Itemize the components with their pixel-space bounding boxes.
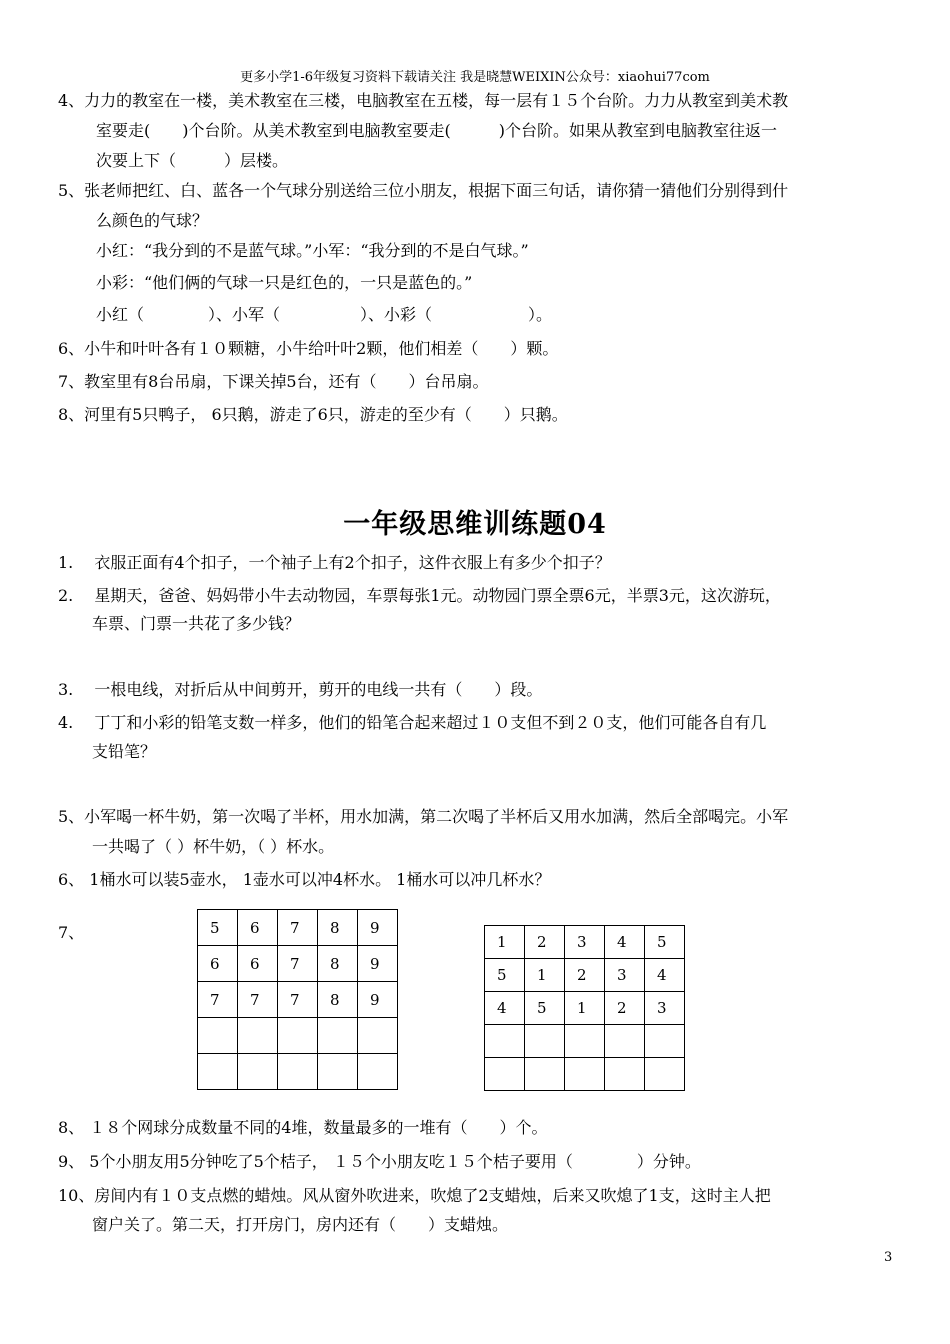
question-4-line-1: 4、力力的教室在一楼，美术教室在三楼，电脑教室在五楼，每一层有１５个台阶。力力从教室到美术教 xyxy=(58,91,789,110)
grid-cell: 1 xyxy=(485,926,525,959)
grid-row xyxy=(485,1058,685,1091)
exercise-4-line-1: 4. 丁丁和小彩的铅笔支数一样多，他们的铅笔合起来超过１０支但不到２０支，他们可能各自有几 xyxy=(58,713,767,732)
grid-cell: 8 xyxy=(318,946,358,982)
grid-cell: 7 xyxy=(278,946,318,982)
question-8: 8、河里有5只鸭子， 6只鹅，游走了6只，游走的至少有（ ）只鹅。 xyxy=(58,405,568,424)
exercise-10-line-1: 10、房间内有１０支点燃的蜡烛。风从窗外吹进来，吹熄了2支蜡烛，后来又吹熄了1支，这时主人把 xyxy=(58,1186,771,1205)
grid-row xyxy=(485,926,685,959)
question-5-answer: 小红（ ）、小军（ ）、小彩（ ）。 xyxy=(96,305,553,324)
grid-cell: 9 xyxy=(358,910,398,946)
exercise-6: 6、 1桶水可以装5壶水， 1壶水可以冲4杯水。 1桶水可以冲几杯水？ xyxy=(58,870,551,889)
grid-row xyxy=(198,982,398,1018)
question-5-clue-1: 小红：“我分到的不是蓝气球。”小军：“我分到的不是白气球。” xyxy=(96,241,529,260)
grid-cell xyxy=(198,1054,238,1090)
grid-cell: 6 xyxy=(198,946,238,982)
grid-cell: 5 xyxy=(485,959,525,992)
grid-cell: 9 xyxy=(358,982,398,1018)
grid-cell xyxy=(605,1025,645,1058)
grid-row xyxy=(485,1025,685,1058)
question-4-line-2: 室要走( )个台阶。从美术教室到电脑教室要走( )个台阶。如果从教室到电脑教室往返一 xyxy=(96,121,777,140)
number-grid-right xyxy=(484,925,685,1091)
grid-row xyxy=(485,959,685,992)
grid-cell: 5 xyxy=(645,926,685,959)
grid-cell xyxy=(358,1054,398,1090)
grid-cell xyxy=(238,1054,278,1090)
grid-cell xyxy=(645,1025,685,1058)
grid-row xyxy=(198,946,398,982)
grid-cell xyxy=(565,1025,605,1058)
grid-cell: 7 xyxy=(278,982,318,1018)
grid-cell xyxy=(485,1058,525,1091)
exercise-5-line-1: 5、小军喝一杯牛奶，第一次喝了半杯，用水加满，第二次喝了半杯后又用水加满，然后全部喝完。小军 xyxy=(58,807,789,826)
grid-cell: 7 xyxy=(198,982,238,1018)
grid-row xyxy=(198,1018,398,1054)
grid-cell xyxy=(198,1018,238,1054)
grid-cell: 4 xyxy=(605,926,645,959)
grid-cell xyxy=(485,1025,525,1058)
grid-cell xyxy=(278,1018,318,1054)
question-4-line-3: 次要上下（ ）层楼。 xyxy=(96,151,289,170)
question-7: 7、教室里有8台吊扇，下课关掉5台，还有（ ）台吊扇。 xyxy=(58,372,489,391)
page-header: 更多小学1-6年级复习资料下载请关注 我是晓慧WEIXIN公众号：xiaohui77com xyxy=(240,70,710,85)
grid-cell: 3 xyxy=(645,992,685,1025)
grid-cell: 9 xyxy=(358,946,398,982)
question-5-clue-2: 小彩：“他们俩的气球一只是红色的，一只是蓝色的。” xyxy=(96,273,473,292)
grid-cell xyxy=(645,1058,685,1091)
exercise-2-line-2: 车票、门票一共花了多少钱？ xyxy=(92,614,301,633)
grid-cell: 2 xyxy=(525,926,565,959)
exercise-7-label: 7、 xyxy=(58,923,85,942)
grid-cell: 1 xyxy=(525,959,565,992)
grid-cell: 4 xyxy=(485,992,525,1025)
grid-cell: 2 xyxy=(565,959,605,992)
grid-cell: 6 xyxy=(238,910,278,946)
grid-row xyxy=(198,1054,398,1090)
exercise-8: 8、 １８个网球分成数量不同的4堆，数量最多的一堆有（ ）个。 xyxy=(58,1118,548,1137)
grid-cell: 4 xyxy=(645,959,685,992)
worksheet-title: 一年级思维训练题04 xyxy=(343,509,607,540)
exercise-3: 3. 一根电线，对折后从中间剪开，剪开的电线一共有（ ）段。 xyxy=(58,680,543,699)
grid-cell xyxy=(278,1054,318,1090)
grid-cell: 8 xyxy=(318,982,358,1018)
grid-cell xyxy=(525,1058,565,1091)
question-6: 6、小牛和叶叶各有１０颗糖，小牛给叶叶2颗，他们相差（ ）颗。 xyxy=(58,339,559,358)
grid-cell xyxy=(238,1018,278,1054)
grid-row xyxy=(485,992,685,1025)
grid-cell: 1 xyxy=(565,992,605,1025)
exercise-9: 9、 5个小朋友用5分钟吃了5个桔子， １５个小朋友吃１５个桔子要用（ ）分钟。 xyxy=(58,1152,701,1171)
grid-cell: 6 xyxy=(238,946,278,982)
grid-cell: 3 xyxy=(565,926,605,959)
grid-cell: 5 xyxy=(525,992,565,1025)
grid-cell xyxy=(358,1018,398,1054)
grid-cell: 2 xyxy=(605,992,645,1025)
exercise-10-line-2: 窗户关了。第二天，打开房门，房内还有（ ）支蜡烛。 xyxy=(92,1215,509,1234)
grid-cell: 8 xyxy=(318,910,358,946)
number-grid-left xyxy=(197,909,398,1090)
question-5-line-1: 5、张老师把红、白、蓝各一个气球分别送给三位小朋友，根据下面三句话，请你猜一猜他们分别得到什 xyxy=(58,181,789,200)
exercise-4-line-2: 支铅笔？ xyxy=(92,742,157,761)
page-number: 3 xyxy=(884,1250,893,1265)
grid-cell: 5 xyxy=(198,910,238,946)
grid-cell xyxy=(318,1018,358,1054)
exercise-2-line-1: 2. 星期天，爸爸、妈妈带小牛去动物园，车票每张1元。动物园门票全票6元，半票3元，这次游玩， xyxy=(58,586,781,605)
grid-cell xyxy=(605,1058,645,1091)
grid-cell: 7 xyxy=(278,910,318,946)
grid-cell: 7 xyxy=(238,982,278,1018)
grid-cell: 3 xyxy=(605,959,645,992)
question-5-line-2: 么颜色的气球？ xyxy=(96,211,209,230)
exercise-1: 1. 衣服正面有4个扣子，一个袖子上有2个扣子，这件衣服上有多少个扣子？ xyxy=(58,553,611,572)
grid-cell xyxy=(565,1058,605,1091)
grid-cell xyxy=(318,1054,358,1090)
grid-row xyxy=(198,910,398,946)
grid-cell xyxy=(525,1025,565,1058)
exercise-5-line-2: 一共喝了（ ）杯牛奶，（ ）杯水。 xyxy=(92,837,335,856)
